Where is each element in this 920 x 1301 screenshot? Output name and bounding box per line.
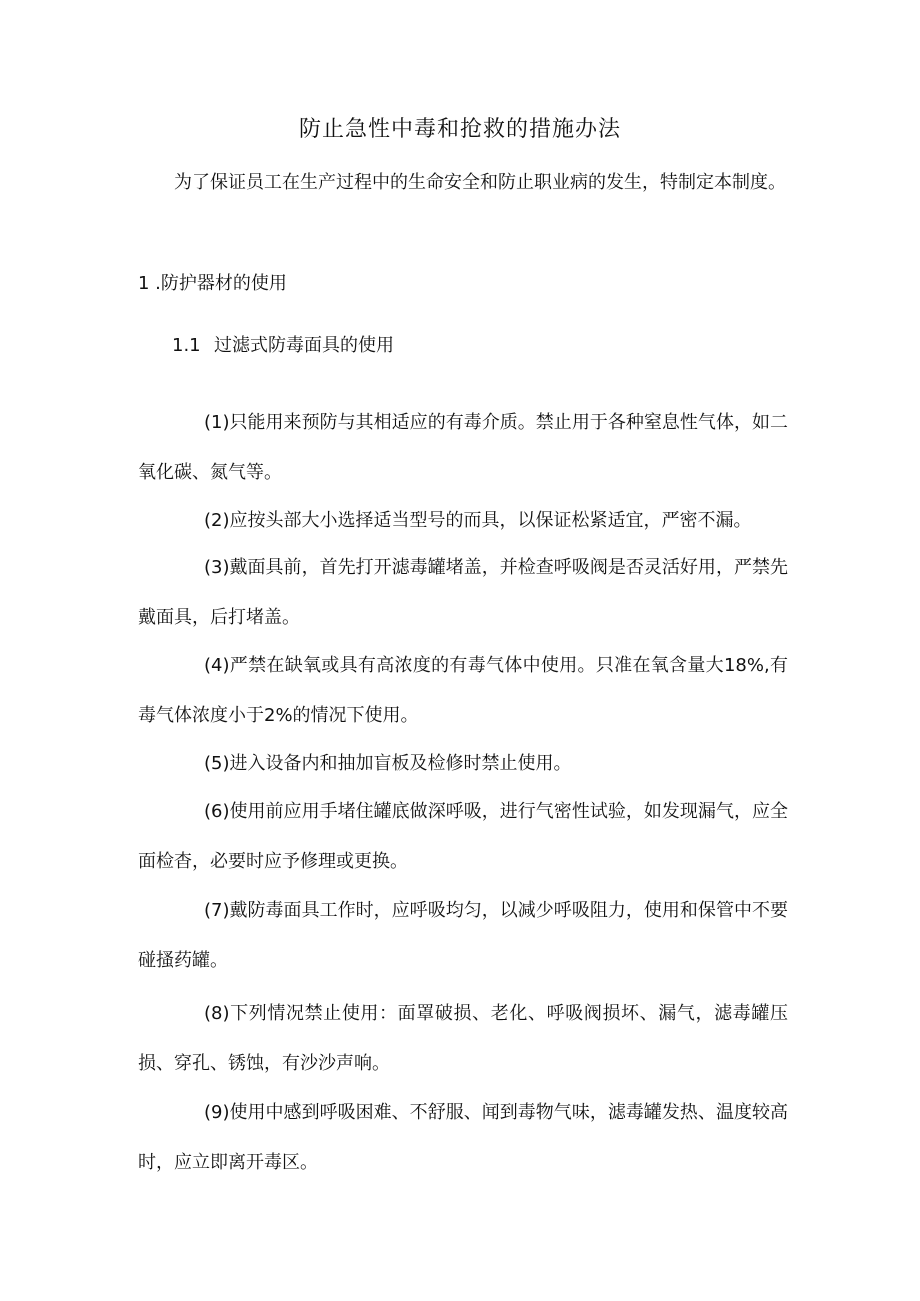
- list-item: (6)使用前应用手堵住罐底做深呼吸，进行气密性试验，如发现漏气，应全面检杳，必要时应予修理或更换。: [138, 801, 788, 872]
- intro-paragraph: 为了保证员工在生产过程中的生命安全和防止职业病的发生，特制定本制度。: [174, 172, 786, 193]
- list-item: (5)进入设备内和抽加盲板及检修时禁止使用。: [204, 753, 572, 774]
- list-item: (7)戴防毒面具工作时，应呼吸均匀，以减少呼吸阻力，使用和保管中不要碰搔药罐。: [138, 900, 788, 971]
- subsection-title: 过滤式防毒面具的使用: [214, 335, 394, 356]
- list-item: (9)使用中感到呼吸困难、不舒服、闻到毒物气味，滤毒罐发热、温度较高时，应立即离开毒区。: [138, 1102, 788, 1173]
- list-item: (8)下列情况禁止使用：面罩破损、老化、呼吸阀损坏、漏气，滤毒罐压损、穿孔、锈蚀，有沙沙声响。: [138, 1003, 788, 1074]
- section-heading: 1 .防护器材的使用: [138, 273, 287, 294]
- list-item: (2)应按头部大小选择适当型号的而具，以保证松紧适宜，严密不漏。: [204, 510, 752, 531]
- list-item: (4)严禁在缺氧或具有高浓度的有毒气体中使用。只准在氧含量大18%,有毒气体浓度小于2%的情况下使用。: [138, 655, 788, 726]
- list-item: (1)只能用来预防与其相适应的有毒介质。禁止用于各种窒息性气体，如二氧化碳、氮气等。: [138, 412, 788, 483]
- list-item: (3)戴面具前，首先打开滤毒罐堵盖，并检查呼吸阀是否灵活好用，严禁先戴面具，后打堵盖。: [138, 557, 788, 628]
- subsection-number: 1.1: [172, 335, 201, 356]
- document-title: 防止急性中毒和抢救的措施办法: [298, 117, 621, 142]
- subsection-heading: [172, 324, 394, 368]
